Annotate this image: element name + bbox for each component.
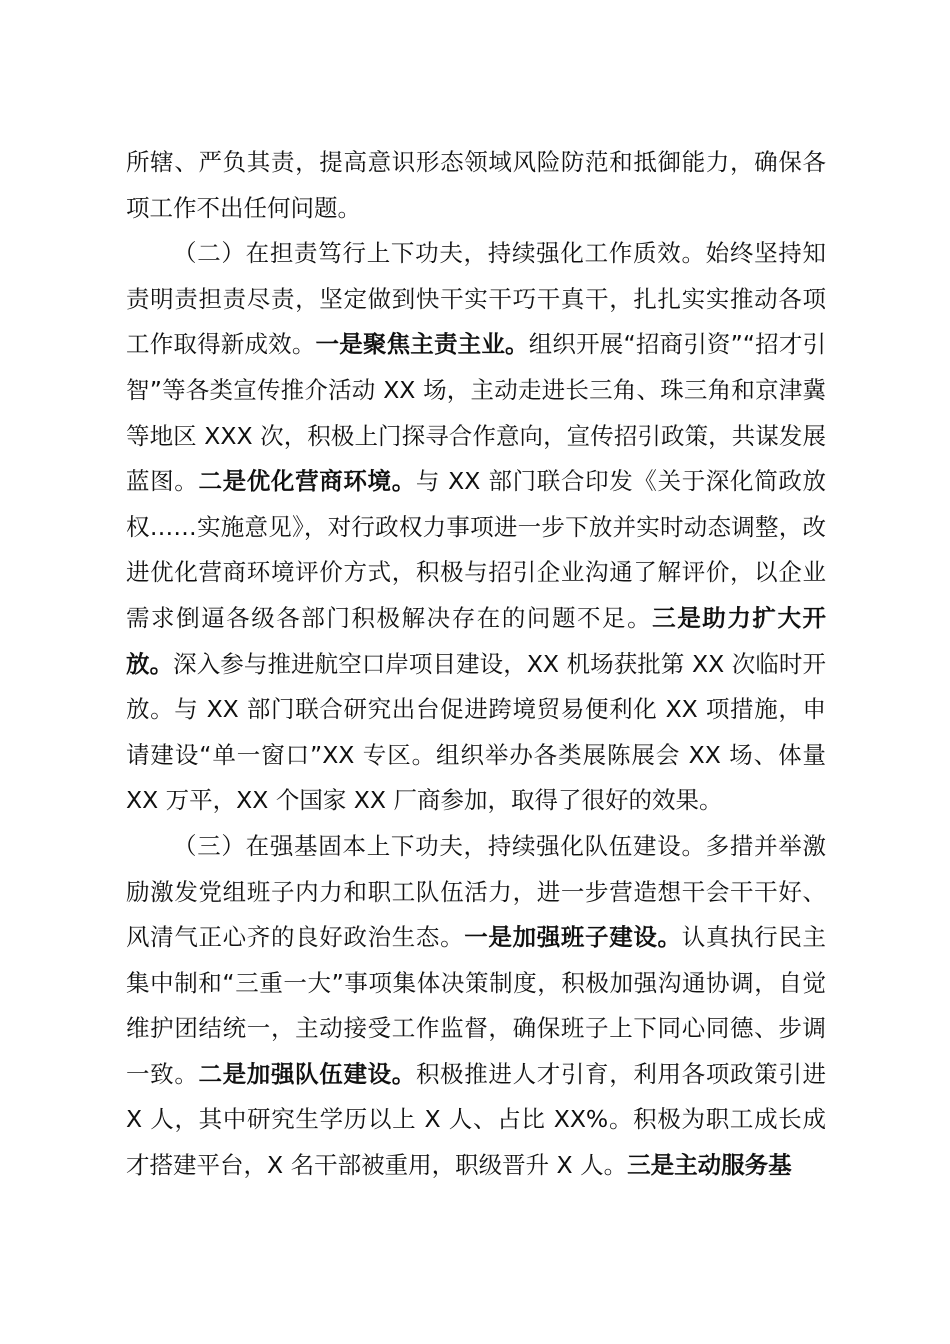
- bold-point-2: 二是加强队伍建设。: [198, 1059, 416, 1088]
- bold-point-3: 三是助力扩大开放。: [126, 603, 827, 678]
- paragraph-text: 积极推进人才引育，利用各项政策引进 X 人，其中研究生学历以上 X 人、占比 XX%。积极为职工成长成才搭建平台，X 名干部被重用，职级晋升 X 人。: [126, 1059, 827, 1180]
- paragraph-3-section-three: [126, 824, 826, 1189]
- section-heading-text: （二）在担责笃行上下功夫，持续强化工作质效。始终坚持知责明责担责尽责，坚定做到快干实干巧干真干，扎扎实实推动各项工作取得新成效。: [126, 239, 826, 359]
- section-heading-text: （三）在强基固本上下功夫，持续强化队伍建设。多措并举激励激发党组班子内力和职工队伍活力，进一步营造想干会干干好、风清气正心齐的良好政治生态。: [126, 831, 826, 952]
- paragraph-text: 认真执行民主集中制和“三重一大”事项集体决策制度，积极加强沟通协调，自觉维护团结统一，主动接受工作监督，确保班子上下同心同德、步调一致。: [126, 923, 827, 1088]
- paragraph-2-section-two: [126, 231, 826, 824]
- bold-point-1: 一是聚焦主责主业。: [315, 330, 529, 359]
- paragraph-text: 所辖、严负其责，提高意识形态领域风险防范和抵御能力，确保各项工作不出任何问题。: [126, 148, 826, 222]
- bold-point-1: 一是加强班子建设。: [464, 923, 682, 952]
- paragraph-1: [126, 140, 826, 231]
- paragraph-text: 与 XX 部门联合印发《关于深化简政放权……实施意见》，对行政权力事项进一步下放并实时动态调整，改进优化营商环境评价方式，积极与招引企业沟通了解评价，以企业需求倒逼各级各部门积极解决存在的问题不足。: [126, 467, 827, 632]
- paragraph-text: 组织开展“招商引资”“招才引智”等各类宣传推介活动 XX 场，主动走进长三角、珠三角和京津冀等地区 XXX 次，积极上门探寻合作意向，宣传招引政策，共谋发展蓝图。: [126, 330, 827, 496]
- document-body: [126, 140, 826, 1189]
- bold-point-2: 二是优化营商环境。: [198, 467, 416, 496]
- paragraph-text: 深入参与推进航空口岸项目建设，XX 机场获批第 XX 次临时开放。与 XX 部门联合研究出台促进跨境贸易便利化 XX 项措施，申请建设“单一窗口”XX 专区。组织举办各类展陈展会 XX 场、体量 XX 万平，XX 个国家 XX 厂商参加，取得了很好的效果。: [126, 649, 826, 815]
- bold-point-3: 三是主动服务基: [627, 1151, 792, 1180]
